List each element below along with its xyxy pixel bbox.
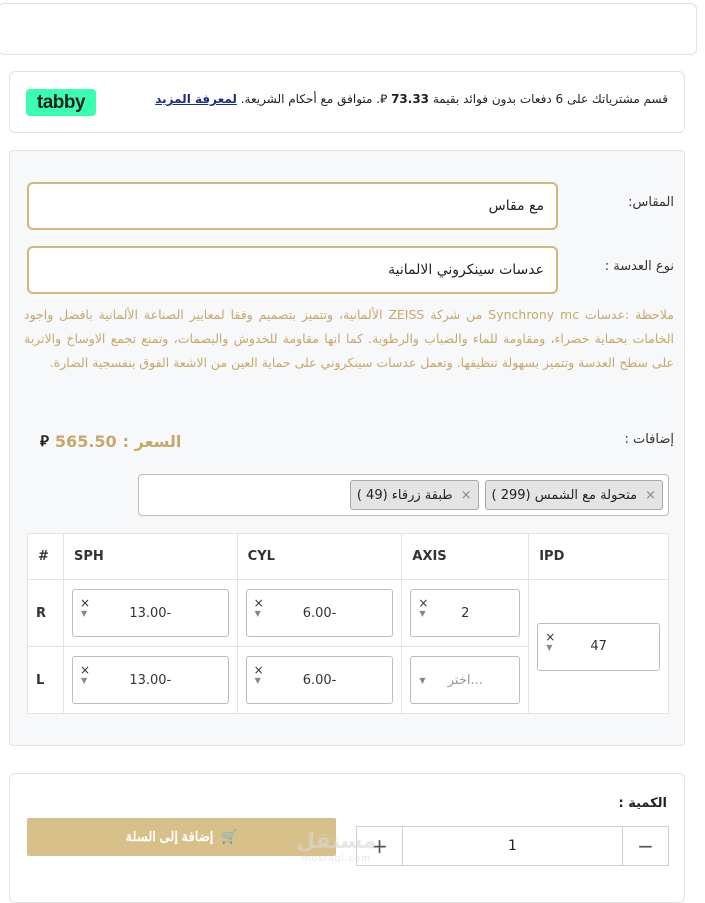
- clear-icon[interactable]: ×: [79, 663, 91, 677]
- remove-tag-icon[interactable]: ×: [645, 487, 656, 503]
- increment-button[interactable]: +: [357, 827, 403, 865]
- measure-label: المقاس:: [628, 195, 674, 210]
- ipd-select[interactable]: [537, 623, 660, 671]
- price-display: [40, 432, 181, 451]
- addons-label: إضافات :: [624, 432, 674, 447]
- header-axis: AXIS: [402, 534, 529, 580]
- dropdown-arrow-icon: ▼: [254, 609, 261, 618]
- header-hash: #: [28, 534, 64, 580]
- watermark-sub: mostaql.com: [301, 854, 371, 864]
- addons-multiselect[interactable]: [138, 474, 669, 516]
- product-options-panel: [9, 150, 685, 746]
- prescription-table: [27, 533, 669, 714]
- sph-right-value: 13.00-: [129, 605, 172, 621]
- cyl-right-value: 6.00-: [302, 605, 337, 621]
- eye-label: L: [28, 647, 64, 714]
- table-row: [28, 580, 669, 647]
- lens-type-label: نوع العدسة :: [604, 259, 674, 274]
- addon-tag: [485, 480, 664, 510]
- decrement-button[interactable]: −: [622, 827, 668, 865]
- cyl-right-select[interactable]: [246, 589, 394, 637]
- ipd-value: 47: [590, 639, 607, 654]
- clear-icon[interactable]: ×: [418, 596, 429, 610]
- tabby-amount: 73.33: [391, 92, 430, 106]
- dropdown-arrow-icon: ▼: [546, 642, 553, 652]
- table-header-row: [28, 534, 669, 580]
- tabby-learn-more-link[interactable]: لمعرفة المزيد: [155, 92, 237, 106]
- addon-tag-label: متحولة مع الشمس (299 ): [491, 487, 638, 503]
- sph-left-select[interactable]: [72, 656, 229, 704]
- price-value: 565.50: [54, 432, 117, 451]
- add-to-cart-button[interactable]: [27, 818, 336, 856]
- tabby-banner: [9, 71, 685, 133]
- header-ipd: IPD: [529, 534, 669, 580]
- header-sph: SPH: [63, 534, 237, 580]
- remove-tag-icon[interactable]: ×: [460, 487, 472, 503]
- axis-left-select[interactable]: [410, 656, 520, 704]
- cyl-left-select[interactable]: [246, 656, 394, 704]
- sph-left-value: 13.00-: [129, 672, 172, 688]
- quantity-label: الكمية :: [618, 796, 667, 811]
- axis-left-placeholder: اختر...: [447, 672, 483, 688]
- sph-right-select[interactable]: [72, 589, 229, 637]
- riyal-icon: ⃁: [380, 92, 388, 106]
- tabby-text-pre: قسم مشترياتك على 6 دفعات بدون فوائد بقيمة: [432, 92, 668, 106]
- tabby-text-post: . متوافق مع أحكام الشريعة.: [240, 92, 381, 106]
- tabby-text: [155, 92, 668, 107]
- dropdown-arrow-icon: ▼: [80, 676, 88, 685]
- tabby-logo: tabby: [26, 89, 96, 116]
- top-input-box[interactable]: [0, 3, 697, 55]
- eye-label: R: [28, 580, 64, 647]
- dropdown-arrow-icon: ▼: [419, 676, 426, 685]
- dropdown-arrow-icon: ▼: [80, 609, 88, 618]
- dropdown-arrow-icon: ▼: [254, 676, 261, 685]
- cyl-left-value: 6.00-: [302, 672, 337, 688]
- lens-note: ملاحظة :عدسات Synchrony mc من شركة ZEISS الألمانية، وتتميز بتصميم وفقا لمعايير الصناعة الألمانية بافضل واجود الخامات بحماية خضراء، ومقاومة للماء والضباب والرطوبة. كما انها مقاومة للخدوش والبصمات، وتمنع تجمع الاوساخ والاتربة على سطح العدسة وتتميز بسهولة تنظيفها. وتعمل عدسات سينكروني على حماية العين من الاشعة الفوق بنفسجية الضارة.: [24, 307, 674, 370]
- header-cyl: CYL: [237, 534, 402, 580]
- quantity-input[interactable]: 1: [508, 838, 517, 854]
- cart-section: [9, 773, 685, 903]
- measure-select[interactable]: مع مقاس: [27, 182, 558, 230]
- quantity-stepper[interactable]: [356, 826, 669, 866]
- lens-type-select[interactable]: عدسات سينكروني الالمانية: [27, 246, 558, 294]
- riyal-icon: ⃁: [40, 432, 49, 450]
- clear-icon[interactable]: ×: [253, 596, 264, 610]
- addon-tag-label: طبقة زرقاء (49 ): [356, 487, 453, 503]
- addon-tag: [350, 480, 479, 510]
- clear-icon[interactable]: ×: [79, 596, 91, 610]
- dropdown-arrow-icon: ▼: [419, 609, 426, 618]
- clear-icon[interactable]: ×: [253, 663, 264, 677]
- clear-icon[interactable]: ×: [545, 629, 556, 644]
- cart-icon: 🛒: [221, 829, 238, 844]
- axis-right-value: 2: [461, 605, 470, 621]
- price-label: السعر :: [122, 432, 182, 451]
- add-to-cart-label: إضافة إلى السلة: [125, 829, 214, 844]
- watermark-main: مستقل: [296, 829, 377, 854]
- axis-right-select[interactable]: [410, 589, 520, 637]
